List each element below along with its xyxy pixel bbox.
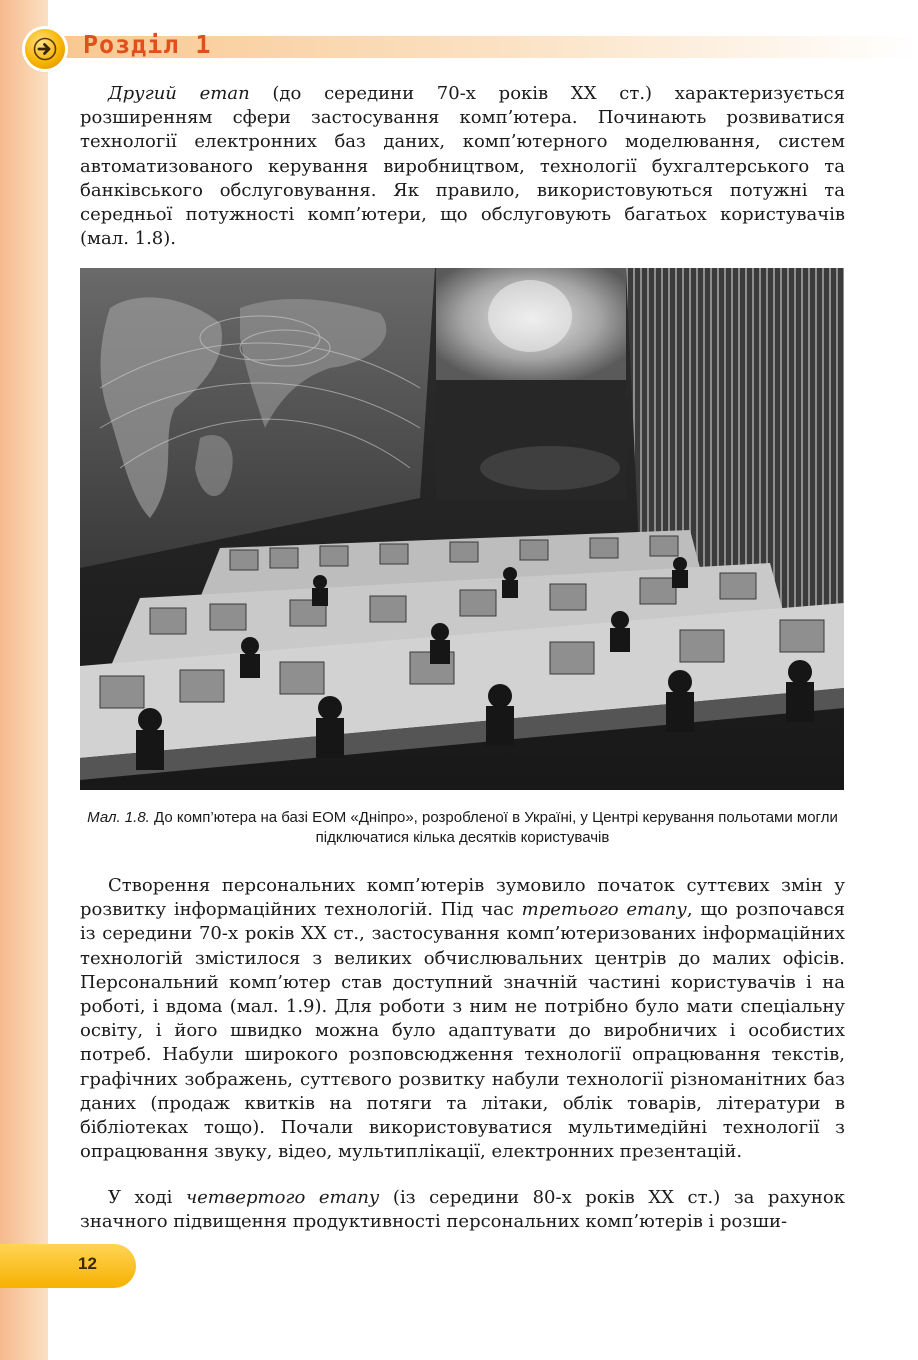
side-color-strip bbox=[0, 0, 48, 1360]
figure-caption bbox=[70, 808, 855, 848]
section-title: Розділ 1 bbox=[83, 30, 212, 59]
italic-term: Другий етап bbox=[108, 83, 250, 104]
mission-control-photo bbox=[80, 268, 844, 790]
page-number: 12 bbox=[78, 1254, 97, 1273]
paragraph-fourth-stage bbox=[80, 1186, 845, 1234]
paragraph-text-b: , що розпочався із середини 70-х років XX ст., застосування комп’ютеризованих інформаційних технологій змістилося з великих обчислювальних центрів до малих офісів. Персональний комп’ютер став доступний значній частині користувачів і на роботі, і вдома (мал. 1.9). Для роботи з ним не потрібно було мати спеціальну освіту, і його швидко можна було адаптувати до виробничих і особистих потреб. Набули широкого розповсюдження технології опрацювання текстів, графічних зображень, суттєвого розвитку набули технології різноманітних баз даних (продаж квитків на потяги та літаки, облік товарів, літератури в бібліотеках тощо). Почали використовуватися мультимедійні технології з опрацювання звуку, відео, мультиплікації, електронних презентацій. bbox=[80, 899, 846, 1163]
page-number-tab bbox=[0, 1244, 136, 1288]
italic-term: четвертого етапу bbox=[185, 1187, 380, 1208]
paragraph-text: (до середини 70-х років XX ст.) характеризується розширенням сфери застосування комп’ютера. Починають розвиватися технології електронних баз даних, комп’ютерного моделювання, систем автоматизованого керування виробництвом, технології бухгалтерського та банківського обслуговування. Як правило, використовуються потужні та середньої потужності комп’ютери, що обслуговують багатьох користувачів (мал. 1.8). bbox=[80, 83, 845, 250]
italic-term: третього етапу bbox=[521, 899, 687, 921]
paragraph-text-b: (із середини 80-х років XX ст.) за рахунок значного підвищення продуктивності персональних комп’ютерів і розши- bbox=[80, 1187, 846, 1233]
paragraph-second-stage bbox=[80, 82, 845, 251]
caption-label: Мал. 1.8. bbox=[87, 809, 150, 826]
paragraph-text-a: У ході bbox=[108, 1187, 186, 1208]
paragraph-third-stage bbox=[80, 874, 845, 1164]
caption-text: До комп’ютера на базі ЕОМ «Дніпро», розробленої в Україні, у Центрі керування польотами могли підключатися кілька десятків користувачів bbox=[149, 809, 838, 846]
paragraph-text-a: Створення персональних комп’ютерів зумовило початок суттєвих змін у розвитку інформаційних технологій. Під час bbox=[80, 875, 845, 921]
arrow-right-circle-icon bbox=[25, 29, 65, 69]
